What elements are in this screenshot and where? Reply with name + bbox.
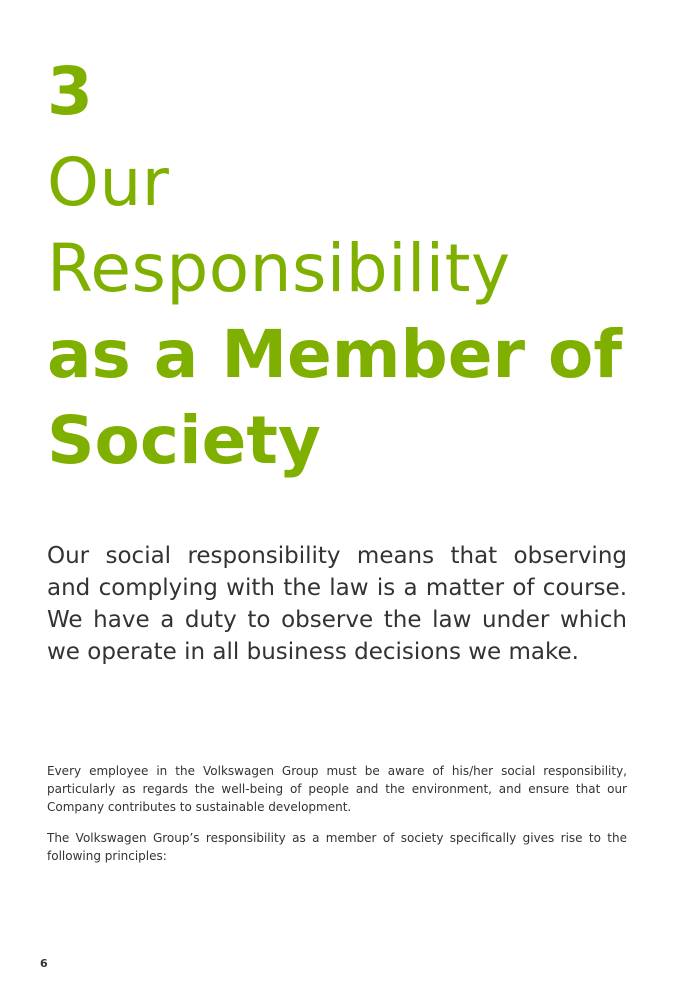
chapter-title-line-4: Society (47, 402, 321, 479)
body-paragraph-2: The Volkswagen Group’s responsibility as a member of society specifically gives rise to the following principles: (47, 831, 627, 863)
page-number: 6 (40, 957, 48, 970)
chapter-title-line-3: as a Member of (47, 316, 623, 393)
intro-paragraph: Our social responsibility means that observing and complying with the law is a matter of course. We have a duty to observe the law under which we operate in all business decisions we make. (47, 543, 627, 665)
chapter-title-line-1: Our (47, 144, 170, 221)
chapter-title (47, 140, 622, 484)
body-paragraph-1: Every employee in the Volkswagen Group must be aware of his/her social responsibility, particularly as regards the well-being of people and the environment, and ensure that our Company contributes to sustainable development. (47, 764, 627, 814)
chapter-title-line-2: Responsibility (47, 230, 511, 307)
chapter-number: 3 (47, 53, 94, 130)
